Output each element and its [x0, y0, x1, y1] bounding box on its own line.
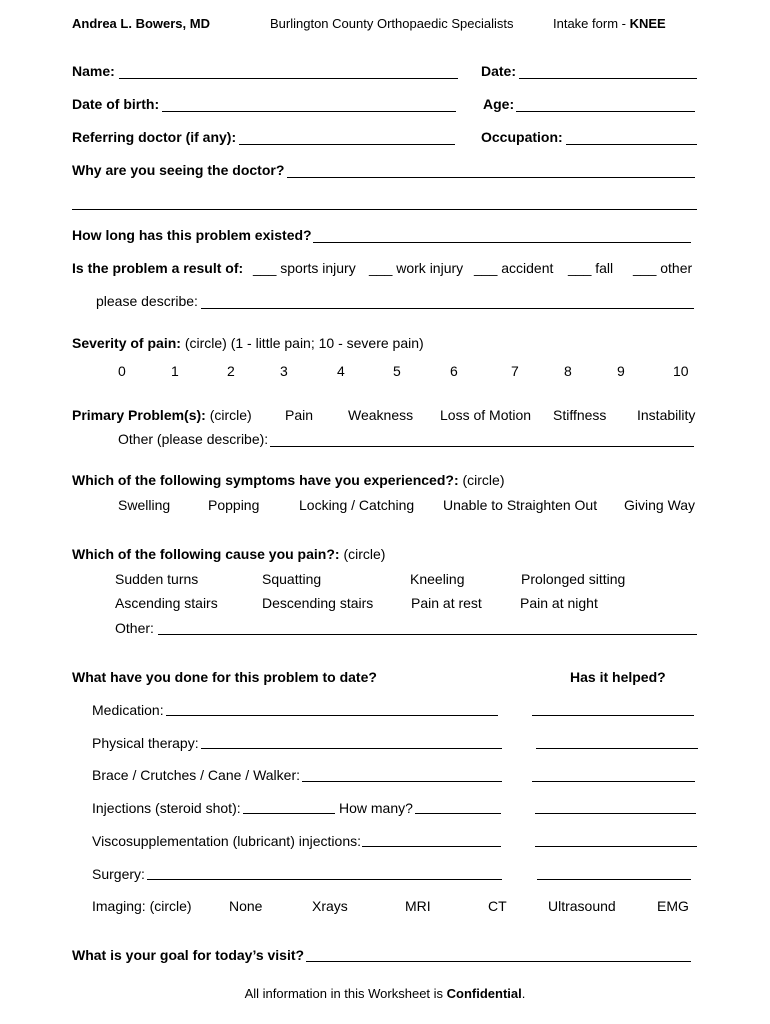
severity-6[interactable]: 6 [450, 363, 458, 379]
visco-field[interactable] [362, 846, 501, 847]
symptom-swelling[interactable]: Swelling [118, 497, 171, 513]
medication-label: Medication: [92, 702, 164, 718]
cause-option-label: fall [595, 260, 614, 276]
imaging-option-ct[interactable]: CT [488, 898, 507, 914]
why-label: Why are you seeing the doctor? [72, 162, 285, 178]
symptom-giving-way[interactable]: Giving Way [624, 497, 696, 513]
name-field[interactable] [119, 78, 458, 79]
practice-name: Burlington County Orthopaedic Specialists [270, 16, 514, 31]
brace-field[interactable] [302, 781, 502, 782]
pain-cause-kneeling[interactable]: Kneeling [410, 571, 465, 587]
injections-field[interactable] [243, 813, 335, 814]
occupation-label: Occupation: [481, 129, 563, 145]
symptoms-label: Which of the following symptoms have you experienced?: [72, 472, 459, 488]
primary-option-weakness[interactable]: Weakness [348, 407, 414, 423]
dob-label: Date of birth: [72, 96, 160, 112]
severity-0[interactable]: 0 [118, 363, 126, 379]
referring-field[interactable] [239, 144, 455, 145]
confidential-footer [0, 986, 770, 1002]
brace-helped-field[interactable] [532, 781, 695, 782]
imaging-option-mri[interactable]: MRI [405, 898, 431, 914]
pt-label: Physical therapy: [92, 735, 199, 751]
pain-cause-ascending-stairs[interactable]: Ascending stairs [115, 595, 218, 611]
cause-option-fall[interactable] [568, 260, 613, 276]
pain-cause-descending-stairs[interactable]: Descending stairs [262, 595, 374, 611]
symptom-locking[interactable]: Locking / Catching [299, 497, 415, 513]
pt-field[interactable] [201, 748, 502, 749]
medication-field[interactable] [166, 715, 498, 716]
severity-label: Severity of pain: [72, 335, 181, 351]
pain-cause-other-field[interactable] [158, 634, 697, 635]
pain-cause-sudden-turns[interactable]: Sudden turns [115, 571, 199, 587]
cause-describe-field[interactable] [201, 308, 694, 309]
primary-title [72, 407, 252, 423]
primary-label: Primary Problem(s): [72, 407, 206, 423]
surgery-label: Surgery: [92, 866, 145, 882]
symptom-popping[interactable]: Popping [208, 497, 260, 513]
primary-option-pain[interactable]: Pain [285, 407, 314, 423]
medication-helped-field[interactable] [532, 715, 694, 716]
primary-other-label: Other (please describe): [118, 431, 269, 447]
footer-text: All information in this Worksheet is [244, 986, 447, 1001]
pain-cause-squatting[interactable]: Squatting [262, 571, 322, 587]
severity-1[interactable]: 1 [171, 363, 179, 379]
how-many-field[interactable] [415, 813, 501, 814]
cause-label: Is the problem a result of: [72, 260, 244, 276]
name-label: Name: [72, 63, 115, 79]
cause-option-sports[interactable] [253, 260, 356, 276]
dob-field[interactable] [162, 111, 456, 112]
cause-option-label: work injury [396, 260, 464, 276]
how-long-field[interactable] [313, 242, 691, 243]
symptoms-note: (circle) [462, 472, 505, 488]
form-title [553, 16, 666, 32]
primary-option-stiffness[interactable]: Stiffness [553, 407, 607, 423]
pain-cause-pain-at-night[interactable]: Pain at night [520, 595, 598, 611]
occupation-field[interactable] [566, 144, 697, 145]
cause-option-label: accident [501, 260, 554, 276]
form-type: KNEE [629, 16, 666, 31]
footer-period: . [521, 986, 526, 1001]
symptoms-title [72, 472, 505, 488]
pain-causes-title [72, 546, 385, 562]
age-label: Age: [483, 96, 515, 112]
surgery-helped-field[interactable] [537, 879, 691, 880]
pain-cause-other-label: Other: [115, 620, 154, 636]
cause-option-accident[interactable] [474, 260, 553, 276]
cause-blank[interactable]: ___ [633, 260, 657, 276]
severity-8[interactable]: 8 [564, 363, 572, 379]
pain-cause-pain-at-rest[interactable]: Pain at rest [411, 595, 482, 611]
cause-option-label: other [660, 260, 693, 276]
cause-option-label: sports injury [280, 260, 356, 276]
visco-helped-field[interactable] [535, 846, 697, 847]
injections-helped-field[interactable] [535, 813, 696, 814]
severity-title [72, 335, 424, 351]
pain-causes-note: (circle) [343, 546, 386, 562]
surgery-field[interactable] [147, 879, 502, 880]
cause-blank[interactable]: ___ [369, 260, 393, 276]
helped-title: Has it helped? [570, 669, 666, 685]
primary-note: (circle) [209, 407, 252, 423]
treatment-title: What have you done for this problem to date? [72, 669, 377, 685]
pt-helped-field[interactable] [536, 748, 698, 749]
footer-confidential: Confidential [446, 986, 522, 1001]
symptom-unable-straighten[interactable]: Unable to Straighten Out [443, 497, 598, 513]
imaging-option-xrays[interactable]: Xrays [312, 898, 348, 914]
primary-option-instability[interactable]: Instability [637, 407, 696, 423]
date-label: Date: [481, 63, 517, 79]
imaging-option-ultrasound[interactable]: Ultrasound [548, 898, 616, 914]
severity-3[interactable]: 3 [280, 363, 288, 379]
pain-causes-label: Which of the following cause you pain?: [72, 546, 340, 562]
primary-other-field[interactable] [270, 446, 694, 447]
cause-blank[interactable]: ___ [568, 260, 592, 276]
imaging-option-none[interactable]: None [229, 898, 263, 914]
goal-field[interactable] [306, 961, 691, 962]
visco-label: Viscosupplementation (lubricant) injections: [92, 833, 361, 849]
referring-label: Referring doctor (if any): [72, 129, 237, 145]
date-field[interactable] [519, 78, 697, 79]
severity-note: (circle) (1 - little pain; 10 - severe pain) [184, 335, 424, 351]
why-field-continued[interactable] [72, 209, 697, 210]
severity-7[interactable]: 7 [511, 363, 519, 379]
how-long-label: How long has this problem existed? [72, 227, 312, 243]
why-field[interactable] [287, 177, 695, 178]
injections-label: Injections (steroid shot): [92, 800, 241, 816]
cause-blank[interactable]: ___ [474, 260, 498, 276]
form-label: Intake form - [553, 16, 630, 31]
severity-5[interactable]: 5 [393, 363, 401, 379]
goal-label: What is your goal for today’s visit? [72, 947, 305, 963]
imaging-label: Imaging: (circle) [92, 898, 192, 914]
cause-blank[interactable]: ___ [253, 260, 277, 276]
cause-option-other[interactable] [633, 260, 692, 276]
cause-option-work[interactable] [369, 260, 463, 276]
brace-label: Brace / Crutches / Cane / Walker: [92, 767, 300, 783]
cause-describe-label: please describe: [96, 293, 198, 309]
age-field[interactable] [516, 111, 695, 112]
severity-9[interactable]: 9 [617, 363, 625, 379]
how-many-label: How many? [339, 800, 413, 816]
severity-10[interactable]: 10 [673, 363, 689, 379]
doctor-name: Andrea L. Bowers, MD [72, 16, 210, 31]
pain-cause-prolonged-sitting[interactable]: Prolonged sitting [521, 571, 626, 587]
severity-2[interactable]: 2 [227, 363, 235, 379]
severity-4[interactable]: 4 [337, 363, 345, 379]
imaging-option-emg[interactable]: EMG [657, 898, 689, 914]
primary-option-loss-of-motion[interactable]: Loss of Motion [440, 407, 532, 423]
